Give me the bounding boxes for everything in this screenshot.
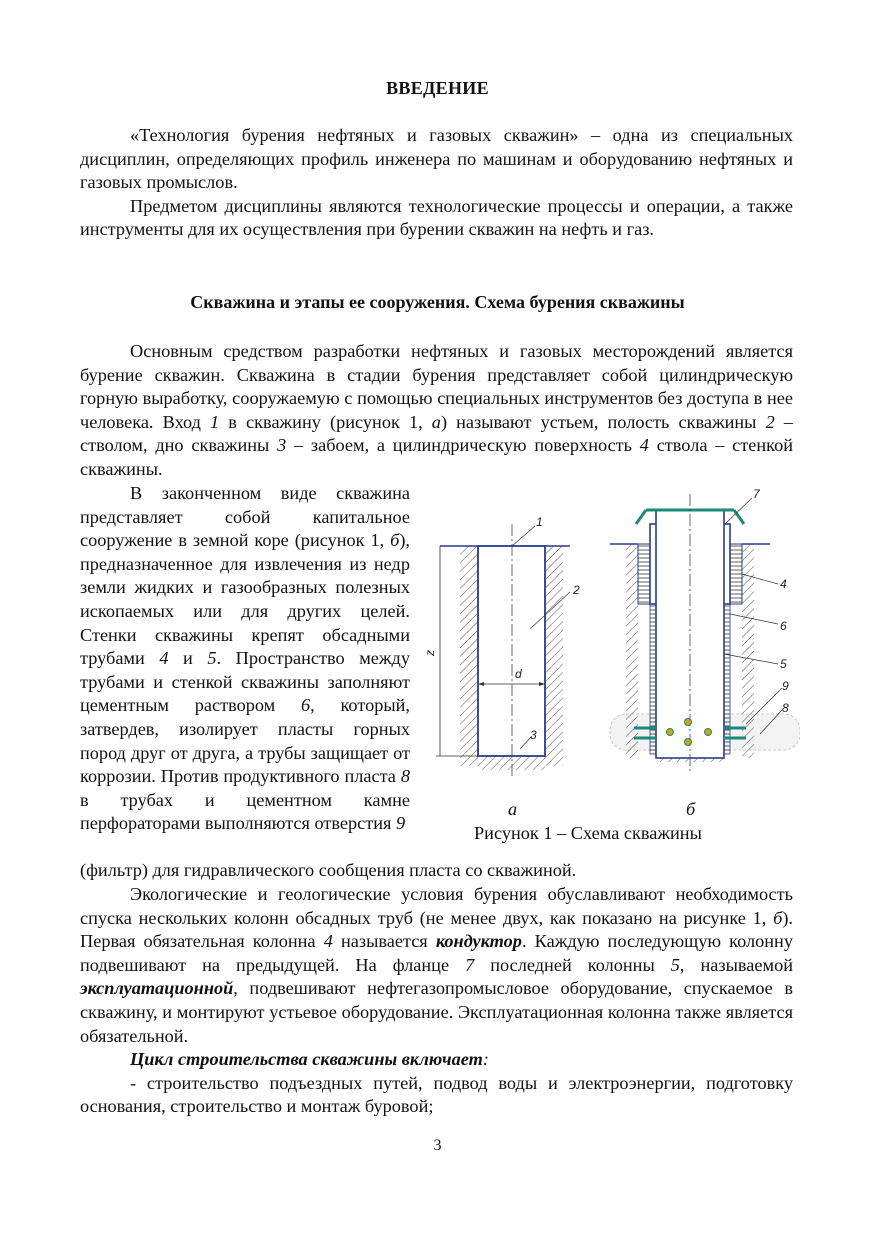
label-8: 8	[782, 701, 789, 715]
borehole-a	[478, 546, 545, 756]
cement-low-right	[724, 604, 730, 754]
label-z: z	[423, 650, 437, 656]
rock-right-b	[742, 544, 754, 758]
rock-bottom-a	[478, 756, 545, 770]
label-2: 2	[573, 583, 580, 597]
page-number: 3	[433, 1137, 442, 1154]
cement-top-left	[638, 544, 650, 604]
section-title: Скважина и этапы ее сооружения. Схема бурения скважины	[190, 292, 685, 312]
label-6: 6	[780, 619, 787, 633]
flange-left	[636, 510, 646, 524]
diagram-b	[610, 487, 800, 774]
label-5: 5	[780, 657, 787, 671]
intro-paragraph-2: Предметом дисциплины являются технологические процессы и операции, а также инструменты для их осуществления при бурении скважин на нефть и газ.	[80, 195, 793, 240]
cycle-title: Цикл строительства скважины включает:	[130, 1049, 489, 1070]
intro-paragraph-1: «Технология бурения нефтяных и газовых скважин» – одна из специальных дисциплин, определяющих профиль инженера по машинам и оборудованию нефтяных и газовых промыслов.	[80, 125, 793, 193]
wrapped-paragraph-end: (фильтр) для гидравлического сообщения пласта со скважиной.	[80, 860, 577, 880]
label-9: 9	[782, 679, 789, 693]
rock-left-a	[460, 546, 478, 766]
page-heading: ВВЕДЕНИЕ	[386, 78, 489, 98]
cement-low-left	[650, 604, 656, 754]
main-section	[80, 340, 793, 482]
label-4: 4	[780, 577, 787, 591]
eco-paragraph: Экологические и геологические условия бурения обуславливают необходимость спуска нескольких колонн обсадных труб (не менее двух, как показано на рисунке 1, б). Первая обязательная колонна 4 называется кондуктор. Каждую последующую колонну подвешивают на предыдущей. На фланце 7 последней колонны 5, называемой эксплуатационной, подвешивают нефтегазопромысловое оборудование, спускаемое в скважину, и монтируют устьевое оборудование. Эксплуатационная колонна также является обязательной.	[80, 884, 793, 1046]
wrapped-paragraph: В законченном виде скважина представляет собой капитальное сооружение в земной коре (рисунок 1, б), предназначенное для извлечения из недр земли жидких и газообразных полезных ископаемых или для других целей. Стенки скважины крепят обсадными трубами 4 и 5. Пространство между трубами и стенкой скважины заполняют цементным раствором 6, который, затвердев, изолирует пласты горных пород друг от друга, а трубы защищает от коррозии. Против продуктивного пласта 8 в трубах и цементном камне перфораторами выполняются отверстия 9	[80, 483, 410, 834]
perf-hole-2	[685, 719, 692, 726]
rock-right-a	[545, 546, 563, 766]
label-d: d	[515, 667, 522, 681]
diagram-a	[423, 515, 580, 776]
well-diagram-svg	[420, 484, 800, 794]
perf-hole-3	[705, 729, 712, 736]
figure-label-a: а	[508, 799, 518, 819]
intro-section	[80, 124, 793, 242]
figure-caption: Рисунок 1 – Схема скважины	[474, 823, 702, 843]
main-paragraph-1: Основным средством разработки нефтяных и газовых месторождений является бурение скважин. Скважина в стадии бурения представляет собой цилиндрическую горную выработку, сооружаемую с помощью специальных инструментов без доступа в нее человека. Вход 1 в скважину (рисунок 1, а) называют устьем, полость скважины 2 – стволом, дно скважины 3 – забоем, а цилиндрическую поверхность 4 ствола – стенкой скважины.	[80, 341, 793, 479]
perf-hole-1	[667, 729, 674, 736]
label-7: 7	[753, 487, 760, 501]
cement-top-right	[730, 544, 742, 604]
label-1: 1	[536, 515, 543, 529]
leader-1	[512, 526, 535, 546]
rock-left-b	[626, 544, 638, 758]
figure-label-b: б	[686, 799, 696, 819]
eco-section	[80, 883, 793, 1119]
well-diagram	[420, 484, 800, 854]
cycle-item: - строительство подъездных путей, подвод воды и электроэнергии, подготовку основания, строительство и монтаж буровой;	[80, 1072, 793, 1117]
rock-bottom-b	[656, 758, 724, 762]
flange-right	[734, 510, 744, 524]
perf-hole-4	[685, 739, 692, 746]
label-3: 3	[530, 728, 537, 742]
